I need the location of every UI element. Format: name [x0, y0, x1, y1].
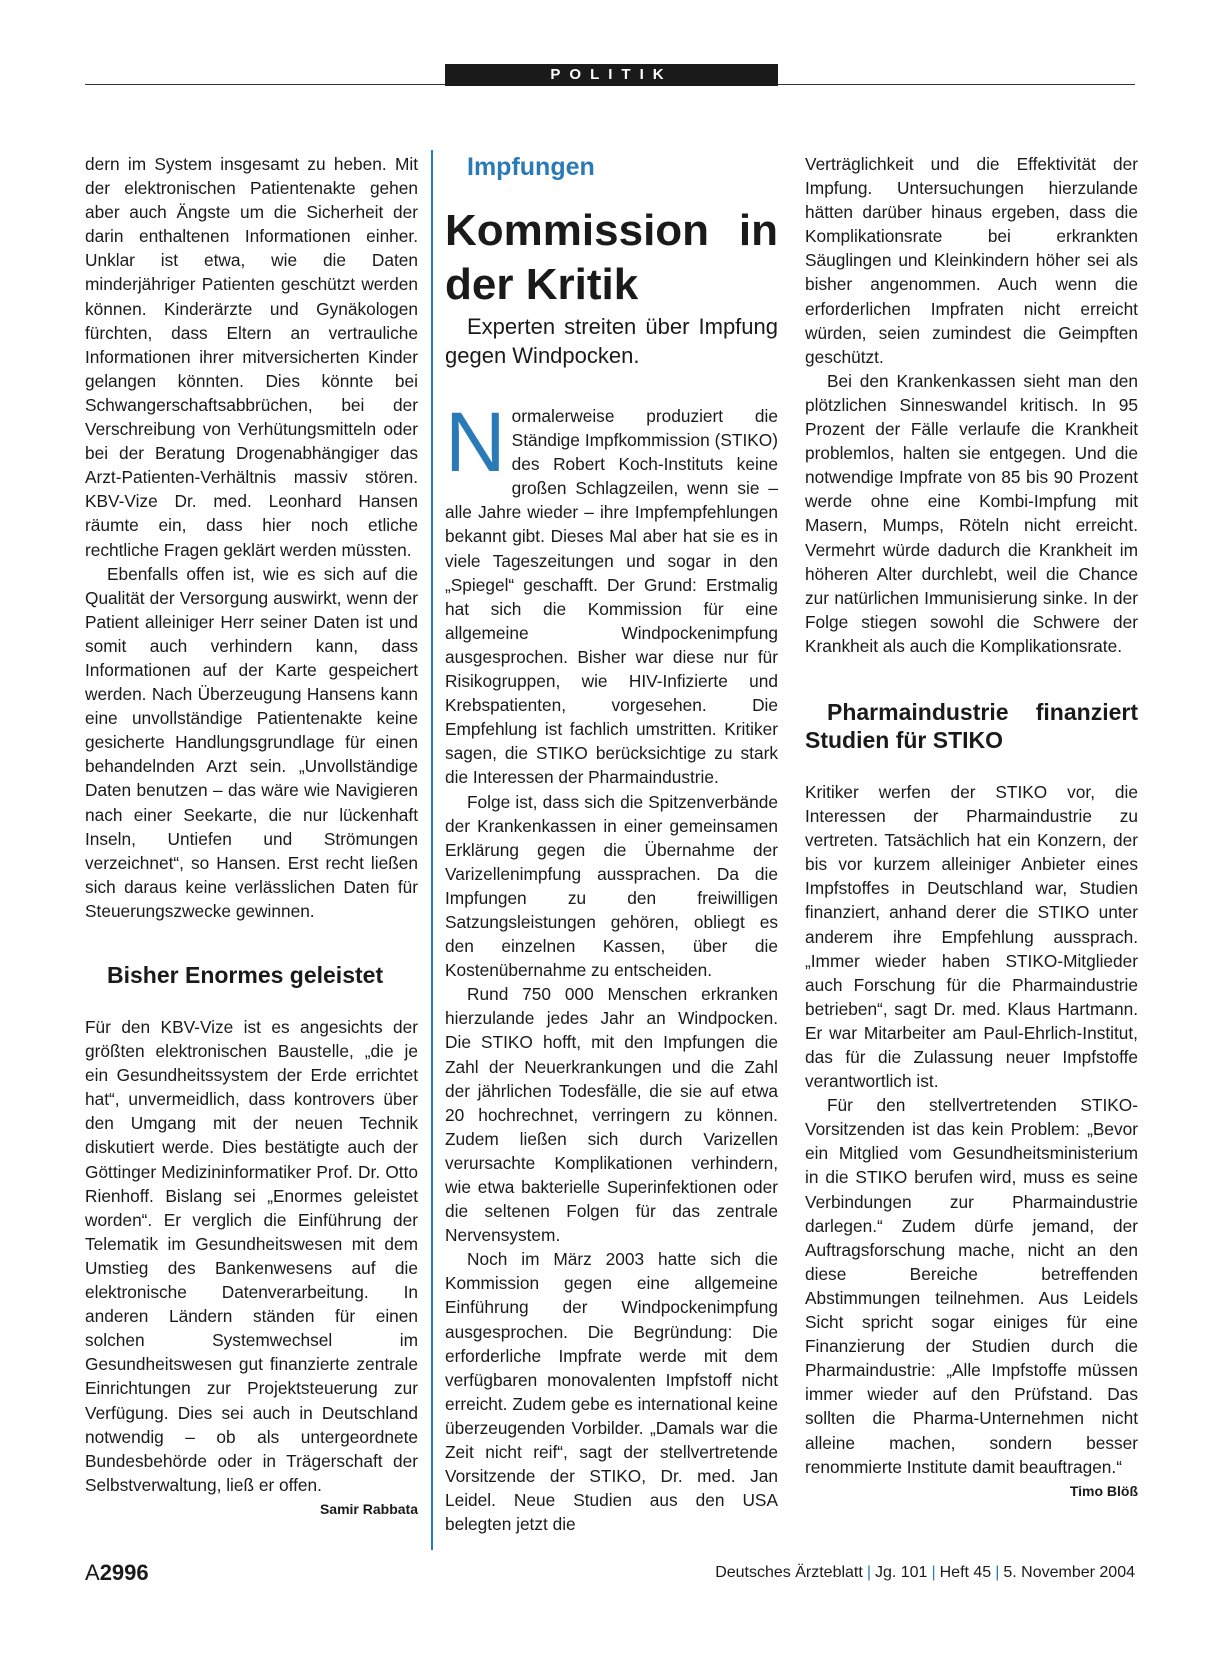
separator: |	[866, 1564, 871, 1581]
paragraph-text: Für den stellvertretenden STIKO-Vorsitzenden ist das kein Problem: „Bevor ein Mitglied vom Gesundheitsministerium in die STIKO berufen wird, muss es seine Verbindungen zur Pharmaindustrie darlegen.“ Zudem dürfe jemand, der Auftragsforschung mache, nicht an den diese Bereiche betreffenden Abstimmungen teilnehmen. Aus Leidels Sicht spricht sogar einiges für eine Finanzierung der Studien durch die Pharmaindustrie: „Alle Impfstoffe müssen immer wieder auf den Prüfstand. Das sollten die Pharma-Unternehmen nicht alleine machen, sondern besser renommierte Institute damit beauftragen.“	[805, 1095, 1138, 1477]
paragraph	[445, 395, 778, 790]
headline: Kommission in der Kritik	[445, 206, 778, 309]
paragraph-text: Für den KBV-Vize ist es angesichts der größten elektronischen Baustelle, „die je ein Gesundheitssystem der Erde errichtet hat“, unvermeidlich, dass kontrovers über den Umgang mit der neuen Technik diskutiert werde. Dies bestätigte auch der Göttinger Medizininformatiker Prof. Dr. Otto Rienhoff. Bislang sei „Enormes geleistet worden“. Er verglich die Einführung der Telematik im Gesundheitswesen mit dem Umstieg des Bankenwesens auf die elektronische Datenverarbeitung. In anderen Ländern ständen für einen solchen Systemwechsel im Gesundheitswesen gut finanzierte zentrale Einrichtungen zur Projektsteuerung zur Verfügung. Dies sei auch in Deutschland notwendig – ob als untergeordnete Bundesbehörde oder in Trägerschaft der Selbstverwaltung, ließ er offen.	[85, 1017, 418, 1495]
paragraph: Noch im März 2003 hatte sich die Kommission gegen eine allgemeine Einführung der Windpockenimpfung ausgesprochen. Die Begründung: Die erforderliche Impfrate werde mit dem verfügbaren monovalenten Impfstoff nicht erreicht. Zudem gebe es international keine überzeugenden Vorbilder. „Damals war die Zeit nicht reif“, sagt der stellvertretende Vorsitzende der STIKO, Dr. med. Jan Leidel. Neue Studien aus den USA belegten jetzt die	[445, 1249, 778, 1535]
paragraph: Bei den Krankenkassen sieht man den plötzlichen Sinneswandel kritisch. In 95 Prozent der Fälle verlaufe die Krankheit problemlos, halten sie entgegen. Und die notwendige Impfrate von 85 bis 90 Prozent werde ohne eine Kombi-Impfung mit Masern, Mumps, Röteln nicht erreicht. Vermehrt würde dadurch die Krankheit im höheren Alter durchlebt, weil die Chance zur natürlichen Immunisierung sinke. In der Folge stiegen sowohl die Schwere der Krankheit als auch die Komplikationsrate.	[805, 370, 1138, 656]
subheading: Bisher Enormes geleistet	[107, 962, 384, 988]
column-right	[805, 152, 1138, 1503]
separator: |	[931, 1564, 936, 1581]
separator: |	[995, 1564, 1000, 1581]
author-name: Samir Rabbata	[319, 1500, 418, 1517]
column-divider	[431, 150, 433, 1550]
kicker: Impfungen	[467, 153, 595, 181]
paragraph-text: ormalerweise produziert die Ständige Impfkommission (STIKO) des Robert Koch-Instituts keine großen Schlagzeilen, wenn sie – alle Jahre wieder – ihre Impfempfehlungen bekannt gibt. Dieses Mal aber hat sie es in viele Tageszeitungen und sogar in den „Spiegel“ geschafft. Der Grund: Erstmalig hat sich die Kommission für eine allgemeine Windpockenimpfung ausgesprochen. Bisher war diese nur für Risikogruppen, wie HIV-Infizierte und Krebspatienten, vorgesehen. Die Empfehlung ist fachlich umstritten. Kritiker sagen, die STIKO berücksichtige zu stark die Interessen der Pharmaindustrie.	[445, 406, 778, 788]
paragraph	[805, 1093, 1138, 1499]
drop-cap: N	[445, 395, 506, 489]
page-number-value: 2996	[99, 1560, 149, 1585]
paragraph: Folge ist, dass sich die Spitzenverbände der Krankenkassen in einer gemeinsamen Erklärung gegen die Übernahme der Varizellenimpfung aussprachen. Da die Impfungen zu den freiwilligen Satzungsleistungen gehören, obliegt es den einzelnen Kassen, über die Kostenübernahme zu entscheiden.	[445, 791, 778, 981]
paragraph: Verträglichkeit und die Effektivität der Impfung. Untersuchungen hierzulande hätten darüber hinaus ergeben, dass die Komplikationsrate bei erkrankten Säuglingen und Kleinkindern höher sei als bisher angenommen. Auch wenn die erforderlichen Impfraten nicht erreicht würden, seien zumindest die Geimpften geschützt.	[805, 154, 1138, 367]
paragraph: Ebenfalls offen ist, wie es sich auf die Qualität der Versorgung auswirkt, wenn der Patient alleiniger Herr seiner Daten ist und somit auch verhindern kann, dass Informationen auf der Karte gespeichert werden. Nach Überzeugung Hansens kann eine unvollständige Patientenakte keine gesicherte Handlungsgrundlage für einen behandelnden Arzt sein. „Unvollständige Daten benutzen – das wäre wie Navigieren nach einer Seekarte, die nur lückenhaft Inseln, Untiefen und Strömungen verzeichnet“, so Hansen. Erst recht ließen sich daraus keine verlässlichen Daten für Steuerungszwecke gewinnen.	[85, 563, 418, 921]
subheading: Pharmaindustrie finanziert Studien für STIKO	[805, 698, 1138, 753]
column-middle	[445, 152, 778, 1536]
page-number	[85, 1560, 149, 1586]
column-left	[85, 152, 418, 1521]
issue: Heft 45	[939, 1564, 992, 1581]
issue-date: 5. November 2004	[1003, 1564, 1135, 1581]
deck: Experten streiten über Impfung gegen Windpocken.	[445, 314, 778, 368]
page-prefix: A	[85, 1560, 100, 1585]
volume: Jg. 101	[874, 1564, 928, 1581]
masthead	[715, 1564, 1135, 1582]
paragraph: dern im System insgesamt zu heben. Mit der elektronischen Patientenakte gehen aber auch Ängste um die Sicherheit der darin enthaltenen Informationen einher. Unklar ist etwa, wie die Daten minderjähriger Patienten geschützt werden können. Kinderärzte und Gynäkologen fürchten, dass Eltern an vertrauliche Informationen ihrer mitversicherten Kinder gelangen könnten. Dies könnte bei Schwangerschaftsabbrüchen, bei der Verschreibung von Verhütungsmitteln oder bei der Beratung Drogenabhängiger das Arzt-Patienten-Verhältnis massiv stören. KBV-Vize Dr. med. Leonhard Hansen räumte ein, dass hier noch etliche rechtliche Fragen geklärt werden müssten.	[85, 154, 418, 560]
section-label: POLITIK	[445, 64, 778, 86]
author-name: Timo Blöß	[1069, 1482, 1138, 1499]
paragraph	[85, 1015, 418, 1517]
page-footer	[85, 1560, 1135, 1590]
paragraph: Rund 750 000 Menschen erkranken hierzulande jedes Jahr an Windpocken. Die STIKO hofft, mit den Impfungen die Zahl der Neuerkrankungen und die Zahl der jährlichen Todesfälle, die sie auf etwa 20 hochrechnet, verringern zu können. Zudem ließen sich durch Varizellen verursachte Komplikationen verhindern, wie etwa bakterielle Superinfektionen oder die seltenen Folgen für das zentrale Nervensystem.	[445, 984, 778, 1246]
journal-name: Deutsches Ärzteblatt	[715, 1564, 863, 1581]
paragraph: Kritiker werfen der STIKO vor, die Interessen der Pharmaindustrie zu vertreten. Tatsächlich hat ein Konzern, der bis vor kurzem alleiniger Anbieter eines Impfstoffes in Deutschland war, Studien finanziert, anhand derer die STIKO unter anderem ihre Empfehlung aussprach. „Immer wieder haben STIKO-Mitglieder auch Forschung für die Pharmaindustrie betrieben“, sagt Dr. med. Klaus Hartmann. Er war Mitarbeiter am Paul-Ehrlich-Institut, das für die Zulassung neuer Impfstoffe verantwortlich ist.	[805, 781, 1138, 1092]
